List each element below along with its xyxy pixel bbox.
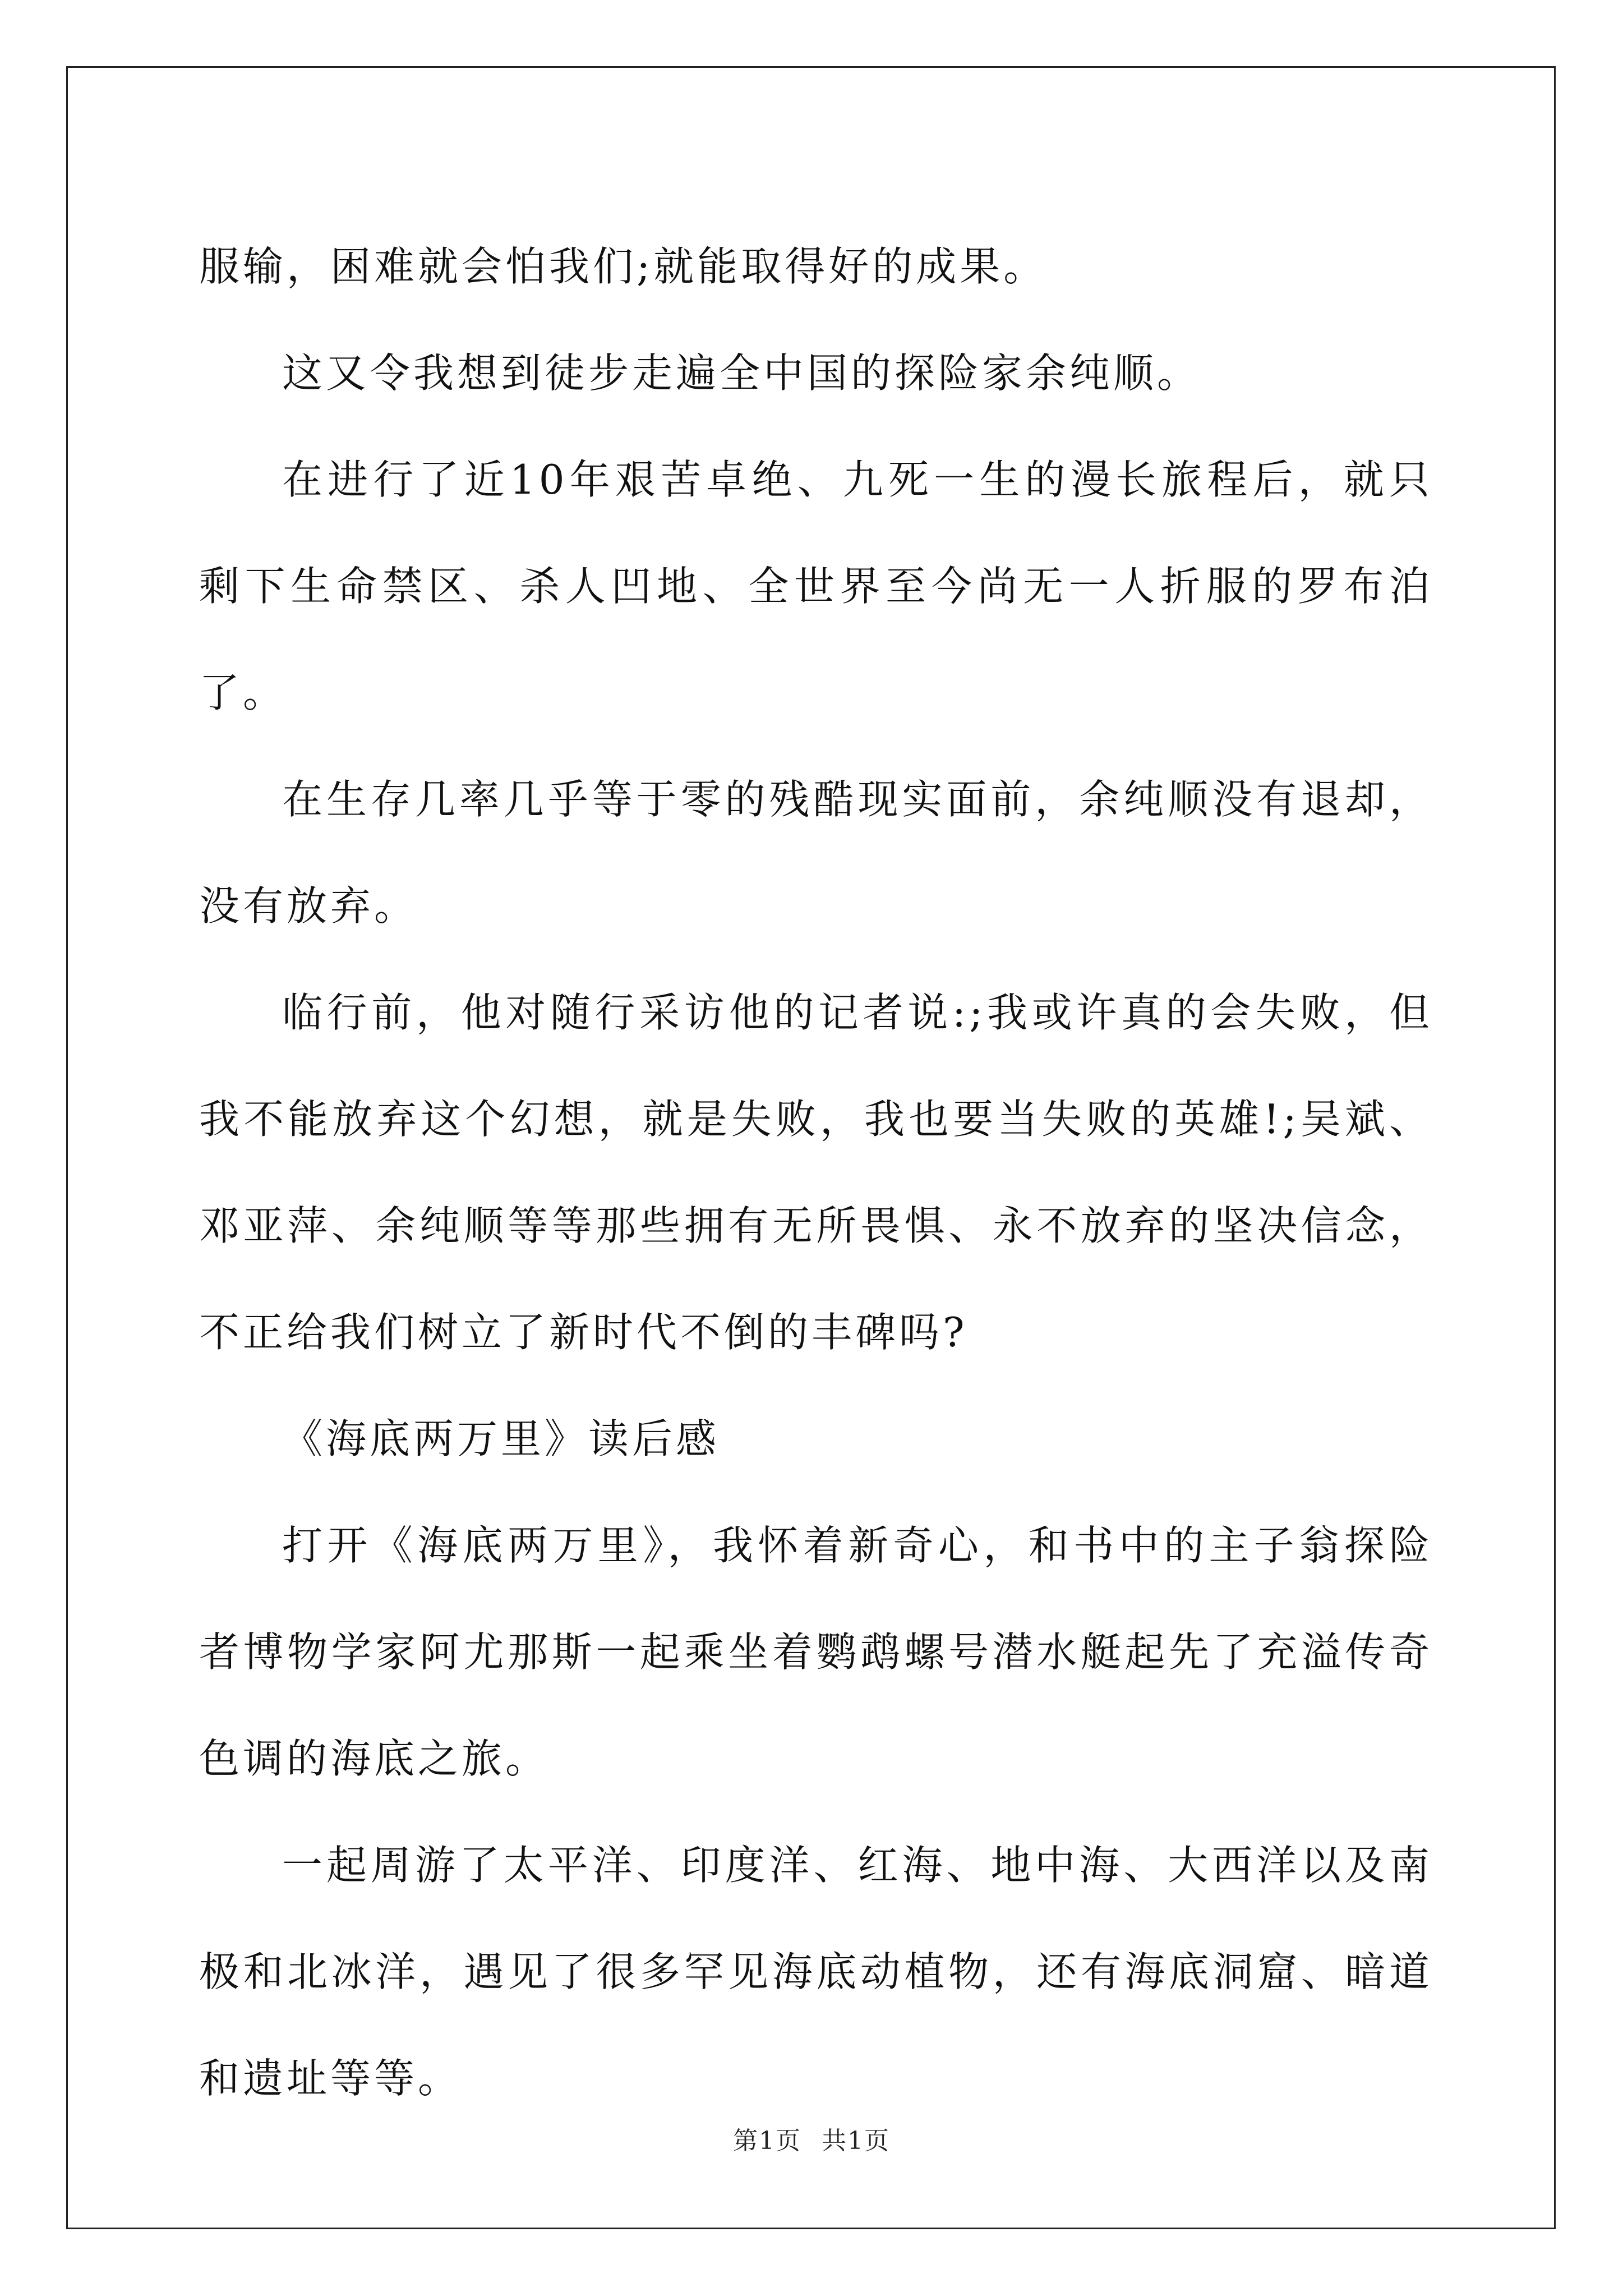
section-heading: 《海底两万里》读后感	[282, 1415, 720, 1462]
paragraph-7: 打开《海底两万里》，我怀着新奇心，和书中的主子翁探险者博物学家阿尤那斯一起乘坐着鹦鹉螺号潜水艇起先了充溢传奇色调的海底之旅。	[199, 1522, 1433, 1782]
paragraph-4: 在生存几率几乎等于零的残酷现实面前，余纯顺没有退却，没有放弃。	[199, 776, 1433, 930]
page-number: 第1页	[733, 2127, 801, 2155]
paragraph-2: 这又令我想到徒步走遍全中国的探险家余纯顺。	[282, 349, 1201, 397]
paragraph-3: 在进行了近10年艰苦卓绝、九死一生的漫长旅程后，就只剩下生命禁区、杀人凹地、全世界至今尚无一人折服的罗布泊了。	[199, 456, 1433, 716]
page-total: 共1页	[822, 2127, 890, 2155]
paragraph-8: 一起周游了太平洋、印度洋、红海、地中海、大西洋以及南极和北冰洋，遇见了很多罕见海底动植物，还有海底洞窟、暗道和遗址等等。	[199, 1842, 1433, 2102]
paragraph-1: 服输，困难就会怕我们;就能取得好的成果。	[199, 243, 1048, 290]
page-footer	[0, 2120, 1623, 2156]
document-body	[199, 213, 1433, 2132]
paragraph-5: 临行前，他对随行采访他的记者说:;我或许真的会失败，但我不能放弃这个幻想，就是失败，我也要当失败的英雄!;吴斌、邓亚萍、余纯顺等等那些拥有无所畏惧、永不放弃的坚决信念，不正给我们树立了新时代不倒的丰碑吗?	[199, 989, 1433, 1356]
